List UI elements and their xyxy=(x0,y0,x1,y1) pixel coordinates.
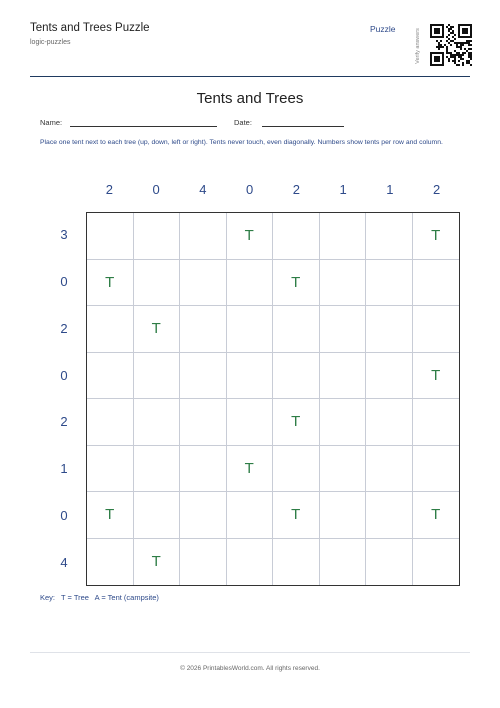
grid-cell[interactable] xyxy=(134,446,181,493)
column-clue: 2 xyxy=(105,182,113,197)
grid-cell[interactable] xyxy=(87,446,134,493)
grid-cell[interactable] xyxy=(134,213,181,260)
column-clue: 1 xyxy=(339,182,347,197)
grid-cell[interactable] xyxy=(227,399,274,446)
column-clue: 1 xyxy=(386,182,394,197)
tree-cell[interactable]: T xyxy=(273,492,320,539)
grid-cell[interactable] xyxy=(366,446,413,493)
grid-cell[interactable] xyxy=(413,539,460,586)
grid-cell[interactable] xyxy=(134,353,181,400)
puzzle-title: Tents and Trees xyxy=(196,90,304,107)
verify-text: Verify answers xyxy=(415,28,421,64)
tree-cell[interactable]: T xyxy=(134,306,181,353)
grid-cell[interactable] xyxy=(366,306,413,353)
tree-cell[interactable]: T xyxy=(87,492,134,539)
grid-cell[interactable] xyxy=(180,399,227,446)
tree-cell[interactable]: T xyxy=(413,492,460,539)
grid-cell[interactable] xyxy=(413,260,460,307)
date-field[interactable] xyxy=(262,126,344,127)
grid-cell[interactable] xyxy=(273,539,320,586)
verify-label xyxy=(410,20,426,72)
column-clue: 4 xyxy=(199,182,207,197)
footer-copyright: © 2026 PrintablesWorld.com. All rights reserved. xyxy=(180,665,320,672)
grid-cell[interactable] xyxy=(366,492,413,539)
header-title: Tents and Trees Puzzle xyxy=(30,22,150,34)
grid-cell[interactable] xyxy=(320,213,367,260)
row-clue: 1 xyxy=(60,461,68,477)
grid-cell[interactable] xyxy=(87,213,134,260)
tree-cell[interactable]: T xyxy=(273,399,320,446)
header-subtitle: logic-puzzles xyxy=(30,39,71,46)
grid-cell[interactable] xyxy=(180,539,227,586)
tree-cell[interactable]: T xyxy=(413,213,460,260)
grid-cell[interactable] xyxy=(134,260,181,307)
grid-cell[interactable] xyxy=(180,306,227,353)
grid-cell[interactable] xyxy=(180,353,227,400)
key-tent: A = Tent (campsite) xyxy=(94,593,159,602)
grid-cell[interactable] xyxy=(366,353,413,400)
footer-divider xyxy=(30,652,470,653)
grid-cell[interactable] xyxy=(180,213,227,260)
tree-cell[interactable]: T xyxy=(227,446,274,493)
row-clue: 0 xyxy=(60,507,68,523)
grid-cell[interactable] xyxy=(134,399,181,446)
key-legend xyxy=(40,593,163,602)
puzzle-grid xyxy=(86,212,460,586)
tree-cell[interactable]: T xyxy=(273,260,320,307)
instructions: Place one tent next to each tree (up, down, left or right). Tents never touch, even diagonally. Numbers show tents per row and column. xyxy=(40,139,443,146)
qr-code-icon xyxy=(429,18,473,72)
grid-cell[interactable] xyxy=(366,399,413,446)
grid-cell[interactable] xyxy=(87,399,134,446)
name-field[interactable] xyxy=(70,126,217,127)
row-clue: 0 xyxy=(60,367,68,383)
tree-cell[interactable]: T xyxy=(134,539,181,586)
row-clue: 2 xyxy=(60,320,68,336)
grid-cell[interactable] xyxy=(320,539,367,586)
grid-cell[interactable] xyxy=(320,260,367,307)
grid-cell[interactable] xyxy=(227,539,274,586)
grid-cell[interactable] xyxy=(87,539,134,586)
grid-cell[interactable] xyxy=(366,539,413,586)
row-clue: 0 xyxy=(60,274,68,290)
tree-cell[interactable]: T xyxy=(87,260,134,307)
grid-cell[interactable] xyxy=(227,492,274,539)
grid-cell[interactable] xyxy=(273,306,320,353)
column-clue: 2 xyxy=(433,182,441,197)
grid-cell[interactable] xyxy=(413,306,460,353)
row-clue: 3 xyxy=(60,227,68,243)
grid-cell[interactable] xyxy=(366,260,413,307)
grid-cell[interactable] xyxy=(320,306,367,353)
date-label: Date: xyxy=(234,118,252,127)
header-divider xyxy=(30,76,470,77)
grid-cell[interactable] xyxy=(273,353,320,400)
grid-cell[interactable] xyxy=(413,399,460,446)
tree-cell[interactable]: T xyxy=(227,213,274,260)
grid-cell[interactable] xyxy=(320,492,367,539)
grid-cell[interactable] xyxy=(413,446,460,493)
grid-cell[interactable] xyxy=(180,492,227,539)
grid-cell[interactable] xyxy=(273,446,320,493)
grid-cell[interactable] xyxy=(320,446,367,493)
grid-cell[interactable] xyxy=(87,353,134,400)
grid-cell[interactable] xyxy=(366,213,413,260)
grid-cell[interactable] xyxy=(227,353,274,400)
grid-cell[interactable] xyxy=(320,353,367,400)
column-clue: 0 xyxy=(246,182,254,197)
tree-cell[interactable]: T xyxy=(413,353,460,400)
grid-cell[interactable] xyxy=(227,260,274,307)
column-clue: 0 xyxy=(152,182,160,197)
row-clue: 4 xyxy=(60,554,68,570)
column-clue: 2 xyxy=(292,182,300,197)
name-label: Name: xyxy=(40,118,63,127)
grid-cell[interactable] xyxy=(320,399,367,446)
grid-cell[interactable] xyxy=(180,446,227,493)
header-category-tag: Puzzle xyxy=(370,24,396,34)
grid-cell[interactable] xyxy=(273,213,320,260)
grid-cell[interactable] xyxy=(227,306,274,353)
grid-cell[interactable] xyxy=(180,260,227,307)
row-clue: 2 xyxy=(60,414,68,430)
grid-cell[interactable] xyxy=(134,492,181,539)
key-tree: T = Tree xyxy=(60,593,89,602)
grid-cell[interactable] xyxy=(87,306,134,353)
key-label: Key: xyxy=(40,593,56,602)
